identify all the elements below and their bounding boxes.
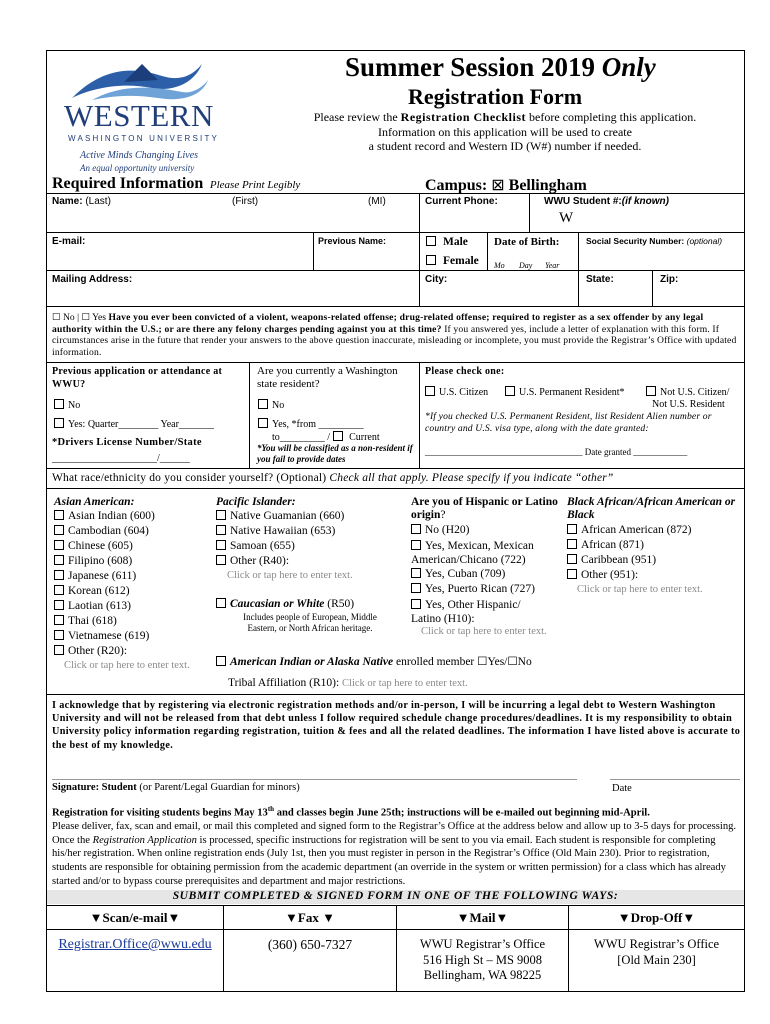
resident-yes-checkbox[interactable]: Yes, *from _________ [258, 418, 364, 430]
mail-heading: ▼Mail▼ [456, 910, 509, 925]
city-label[interactable]: City: [425, 274, 448, 285]
dropoff-address: WWU Registrar’s Office [Old Main 230] [593, 937, 720, 967]
black-item[interactable]: Other (951): [567, 569, 638, 581]
previous-no-checkbox[interactable]: No [54, 399, 80, 411]
hispanic-item[interactable]: Yes, Other Hispanic/ Latino (H10): [411, 599, 521, 625]
header-instructions: Please review the Registration Checklist before completing this application. Information on this application will be used to create a student record and Western ID (W#) number if needed. [313, 110, 697, 153]
dob-mo: Mo [494, 261, 505, 270]
not-resident-label: Not U.S. Resident [652, 399, 725, 410]
w-prefix: W [559, 210, 574, 226]
pacific-other-text[interactable]: Click or tap here to enter text. [227, 570, 353, 581]
black-item[interactable]: African American (872) [567, 524, 691, 536]
signature-label[interactable]: Signature: Student (or Parent/Legal Guardian for minors) [52, 782, 300, 793]
black-item[interactable]: African (871) [567, 539, 644, 551]
fax-number: (360) 650-7327 [267, 937, 353, 952]
dob-label[interactable]: Date of Birth: [494, 236, 560, 248]
resident-to-field[interactable]: to_________ / Current [272, 432, 380, 443]
black-other-text[interactable]: Click or tap here to enter text. [577, 584, 703, 595]
name-last-label[interactable]: Name: (Last) [52, 196, 111, 207]
logo-eo: An equal opportunity university [80, 163, 195, 173]
black-heading: Black African/African American or Black [567, 496, 736, 521]
logo-tagline: Active Minds Changing Lives [80, 150, 199, 161]
required-heading: Required Information Please Print Legibly [52, 175, 301, 192]
asian-item[interactable]: Asian Indian (600) [54, 510, 155, 522]
campus-field: Campus: ⊠ Bellingham [425, 177, 587, 194]
zip-label[interactable]: Zip: [660, 274, 679, 285]
american-indian-checkbox[interactable]: American Indian or Alaska Native enrolled member ☐Yes/☐No [216, 654, 532, 668]
form-subtitle: Registration Form [408, 84, 583, 109]
pacific-heading: Pacific Islander: [216, 496, 296, 508]
pacific-item[interactable]: Native Guamanian (660) [216, 510, 344, 522]
asian-heading: Asian American: [54, 496, 135, 508]
hispanic-heading: Are you of Hispanic or Latino origin? [411, 496, 558, 521]
previous-name-label[interactable]: Previous Name: [318, 236, 387, 246]
resident-question: Are you currently a Washington state resident? [257, 365, 398, 390]
male-checkbox[interactable]: Male [426, 236, 468, 248]
not-citizen-checkbox[interactable]: Not U.S. Citizen/ [646, 386, 729, 398]
asian-item[interactable]: Cambodian (604) [54, 525, 149, 537]
hispanic-item[interactable]: No (H20) [411, 524, 469, 536]
logo-wordmark: WESTERN [64, 98, 214, 133]
dropoff-heading: ▼Drop-Off▼ [617, 910, 696, 925]
asian-item[interactable]: Chinese (605) [54, 540, 133, 552]
email-label[interactable]: E-mail: [52, 236, 86, 247]
caucasian-checkbox[interactable]: Caucasian or White (R50) [216, 598, 354, 610]
tribal-affiliation[interactable]: Tribal Affiliation (R10): Click or tap here to enter text. [228, 677, 468, 689]
asian-item[interactable]: Korean (612) [54, 585, 130, 597]
registrar-email-link[interactable]: Registrar.Office@wwu.edu [58, 937, 212, 952]
perm-resident-note: *If you checked U.S. Permanent Resident, list Resident Alien number or country and U.S. visa type, along with the date granted: [425, 411, 712, 434]
asian-other-text[interactable]: Click or tap here to enter text. [64, 660, 190, 671]
pacific-item[interactable]: Other (R40): [216, 555, 289, 567]
drivers-license-field[interactable]: _____________________/______ [52, 453, 190, 464]
asian-item[interactable]: Other (R20): [54, 645, 127, 657]
asian-item[interactable]: Filipino (608) [54, 555, 132, 567]
hispanic-item[interactable]: Yes, Mexican, Mexican American/Chicano (722) [411, 540, 534, 566]
name-mi-label[interactable]: (MI) [368, 196, 386, 207]
race-question: What race/ethnicity do you consider yourself? (Optional) Check all that apply. Please specify if you indicate “other” [52, 472, 614, 484]
mail-address: WWU Registrar’s Office 516 High St – MS 9008 Bellingham, WA 98225 [419, 937, 546, 982]
resident-no-checkbox[interactable]: No [258, 399, 284, 411]
name-first-label[interactable]: (First) [232, 196, 259, 207]
fax-heading: ▼Fax ▼ [285, 910, 335, 925]
state-label[interactable]: State: [586, 274, 614, 285]
dob-day: Day [519, 261, 533, 270]
submit-heading: SUBMIT COMPLETED & SIGNED FORM IN ONE OF THE FOLLOWING WAYS: [172, 890, 619, 902]
black-item[interactable]: Caribbean (951) [567, 554, 656, 566]
perm-resident-checkbox[interactable]: U.S. Permanent Resident* [505, 386, 625, 398]
registration-notes: Registration for visiting students begins May 13th and classes begin June 25th; instructions will be e-mailed out beginning mid-April. Please deliver, fax, scan and email, or mail this completed and signed form to the Registrar’s Office at the address below and allow up to 3-5 days for processing. Once the Registration Application is processed, specific instructions for registration will be sent to you via email. Each student is responsible for completing his/her registration. When online registration ends (July 1st, then you must register in person in the Registrar’s Office (Old Main 230). Prior to registration, students are responsible for obtaining permission from the academic department (an override in the system or written permission) for a class which has already started and/or to bypass course prerequisites and department and major restrictions. [52, 805, 737, 887]
asian-item[interactable]: Japanese (611) [54, 570, 136, 582]
wwu-student-label[interactable]: WWU Student #:(if known) [544, 196, 669, 207]
campus-checkbox[interactable]: ⊠ [491, 177, 505, 194]
us-citizen-checkbox[interactable]: U.S. Citizen [425, 386, 488, 398]
dob-year: Year [545, 261, 560, 270]
current-phone-label[interactable]: Current Phone: [425, 196, 498, 207]
asian-item[interactable]: Laotian (613) [54, 600, 131, 612]
ssn-label[interactable]: Social Security Number: (optional) [586, 236, 723, 246]
caucasian-note: Includes people of European, Middle Eastern, or North African heritage. [243, 612, 377, 633]
hispanic-item[interactable]: Yes, Puerto Rican (727) [411, 583, 535, 595]
pacific-item[interactable]: Native Hawaiian (653) [216, 525, 335, 537]
hispanic-other-text[interactable]: Click or tap here to enter text. [421, 626, 547, 637]
previous-application-question: Previous application or attendance at WWU? [52, 366, 223, 390]
pacific-item[interactable]: Samoan (655) [216, 540, 295, 552]
hispanic-item[interactable]: Yes, Cuban (709) [411, 568, 505, 580]
resident-note: *You will be classified as a non-resident if you fail to provide dates [257, 443, 413, 464]
date-label[interactable]: Date [612, 783, 632, 794]
logo-subtitle: WASHINGTON UNIVERSITY [68, 134, 220, 143]
date-granted-field[interactable]: ___________________________________ Date granted ____________ [425, 447, 688, 457]
asian-item[interactable]: Vietnamese (619) [54, 630, 149, 642]
form-title: Summer Session 2019 Only [345, 52, 656, 82]
previous-yes-checkbox[interactable]: Yes: Quarter________ Year_______ [54, 418, 214, 430]
mailing-address-label[interactable]: Mailing Address: [52, 274, 133, 285]
conviction-question[interactable]: ☐ No | ☐ Yes Have you ever been convicted of a violent, weapons-related offense; drug-related offense; required to register as a sex offender by any legal authority within the U.S.; or are there any felony charges pending against you at this time? If you answered yes, include a letter of explanation with this form. If circumstances arise in the future that render your answers to the above question inaccurate, misleading or incomplete, you must provide the Registrar’s Office with updated information. [52, 312, 737, 358]
citizenship-question: Please check one: [425, 366, 505, 377]
female-checkbox[interactable]: Female [426, 255, 479, 267]
asian-item[interactable]: Thai (618) [54, 615, 117, 627]
drivers-license-label: *Drivers License Number/State [52, 437, 202, 448]
acknowledgment-text: I acknowledge that by registering via electronic registration methods and/or in-person, I will be incurring a legal debt to Western Washington University and will not be released from that debt unless I follow required schedule change procedures/deadlines. It is my responsibility to obtain University policy information regarding registration, tuition & fees and all the related deadlines. The information I have listed above is accurate to the best of my knowledge. [52, 700, 741, 751]
scan-email-heading: ▼Scan/e-mail▼ [89, 910, 181, 925]
